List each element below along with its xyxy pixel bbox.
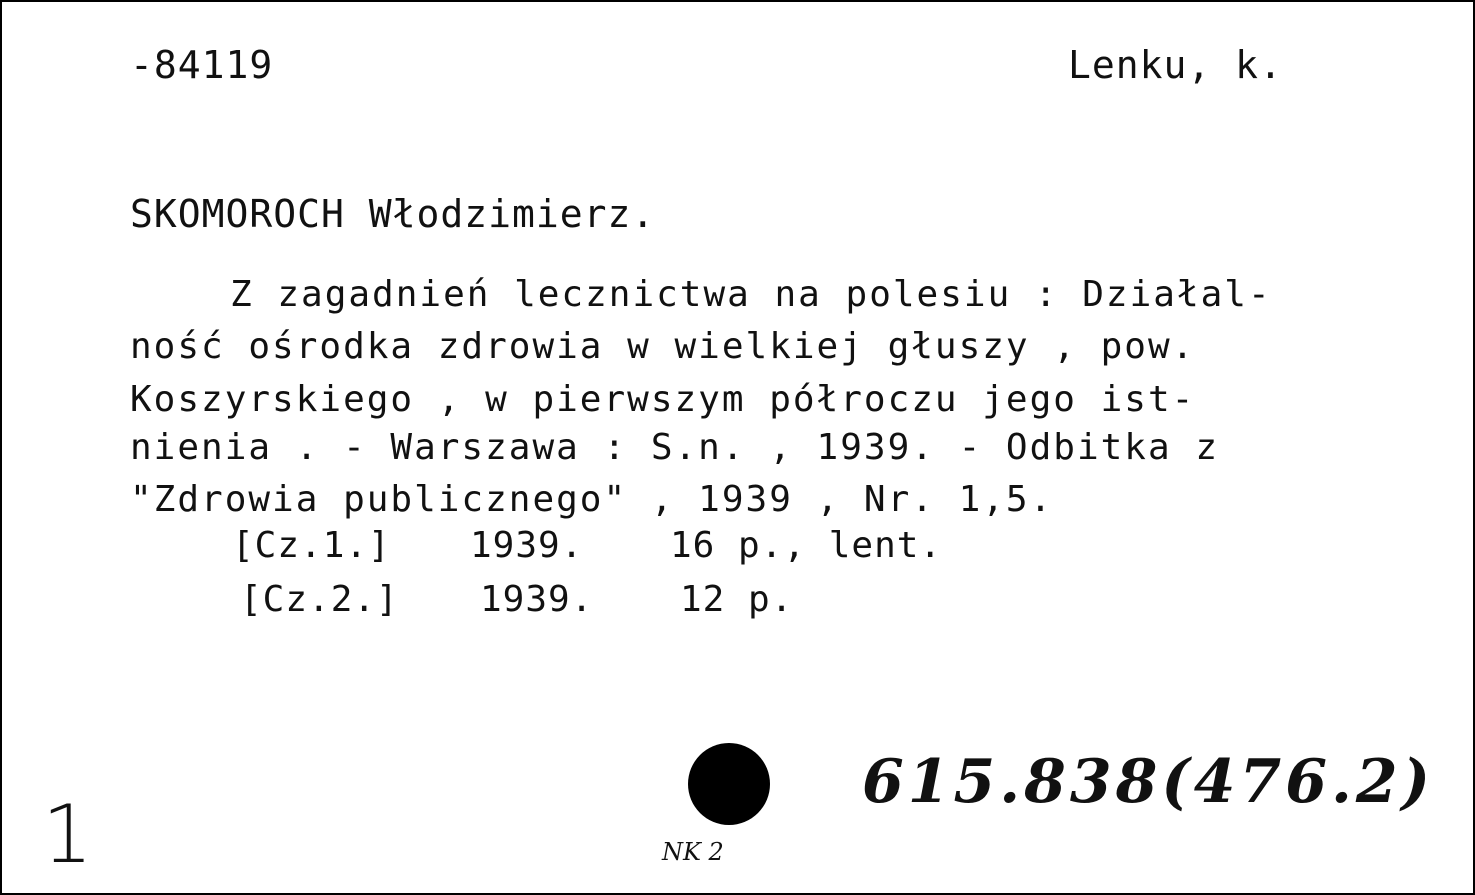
handwritten-note: NK 2 bbox=[662, 838, 724, 866]
part-pages: 12 p. bbox=[680, 579, 794, 620]
accession-number: -84119 bbox=[130, 43, 274, 87]
part-label: [Cz.1.] bbox=[232, 525, 391, 566]
description-line: ność ośrodka zdrowia w wielkiej głuszy , pow. bbox=[130, 326, 1196, 367]
classification-number: 615.838(476.2) bbox=[862, 747, 1435, 817]
part-pages: 16 p., lent. bbox=[670, 525, 943, 566]
author-heading: SKOMOROCH Włodzimierz. bbox=[130, 192, 656, 236]
description-line: "Zdrowia publicznego" , 1939 , Nr. 1,5. bbox=[130, 479, 1054, 520]
description-line: Koszyrskiego , w pierwszym półroczu jego ist- bbox=[130, 379, 1196, 420]
part-year: 1939. bbox=[480, 579, 594, 620]
punch-hole bbox=[688, 743, 770, 825]
part-year: 1939. bbox=[470, 525, 584, 566]
description-line: Z zagadnień lecznictwa na polesiu : Działal- bbox=[230, 274, 1272, 315]
copy-number: 1 bbox=[42, 788, 93, 881]
location-mark: Lenku, k. bbox=[1068, 43, 1283, 87]
part-label: [Cz.2.] bbox=[240, 579, 399, 620]
description-line: nienia . - Warszawa : S.n. , 1939. - Odbitka z bbox=[130, 427, 1219, 468]
